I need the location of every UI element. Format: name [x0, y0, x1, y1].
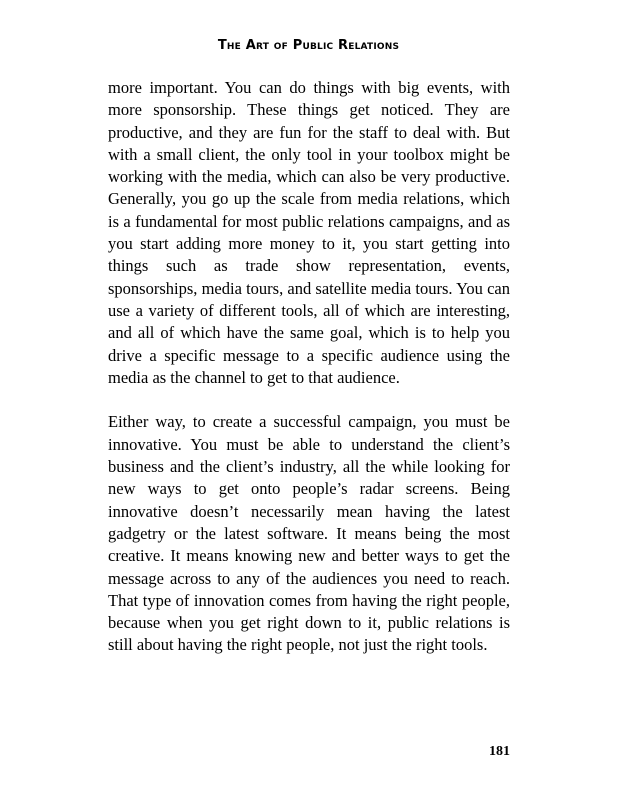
paragraph: Either way, to create a successful campaign, you must be innovative. You must be able to understand the client’s business and the client’s industry, all the while looking for new ways to get onto people’s radar screens. Being innovative doesn’t necessarily mean having the latest gadgetry or the latest software. It means being the most creative. It means knowing new and better ways to get the message across to any of the audiences you need to reach. That type of innovation comes from having the right people, because when you get right down to it, public relations is still about having the right people, not just the right tools.	[108, 412, 510, 655]
paragraph: more important. You can do things with big events, with more sponsorship. These things get noticed. They are productive, and they are fun for the staff to deal with. But with a small client, the only tool in your toolbox might be working with the media, which can also be very productive. Generally, you go up the scale from media relations, which is a fundamental for most public relations campaigns, and as you start adding more money to it, you start getting into things such as trade show representation, events, sponsorships, media tours, and satellite media tours. You can use a variety of different tools, all of which are interesting, and all of which have the same goal, which is to help you drive a specific message to a specific audience using the media as the channel to get to that audience.	[108, 78, 510, 387]
page-number: 181	[489, 744, 510, 759]
running-head-title: The Art of Public Relations	[217, 38, 400, 53]
body-text	[108, 77, 510, 679]
